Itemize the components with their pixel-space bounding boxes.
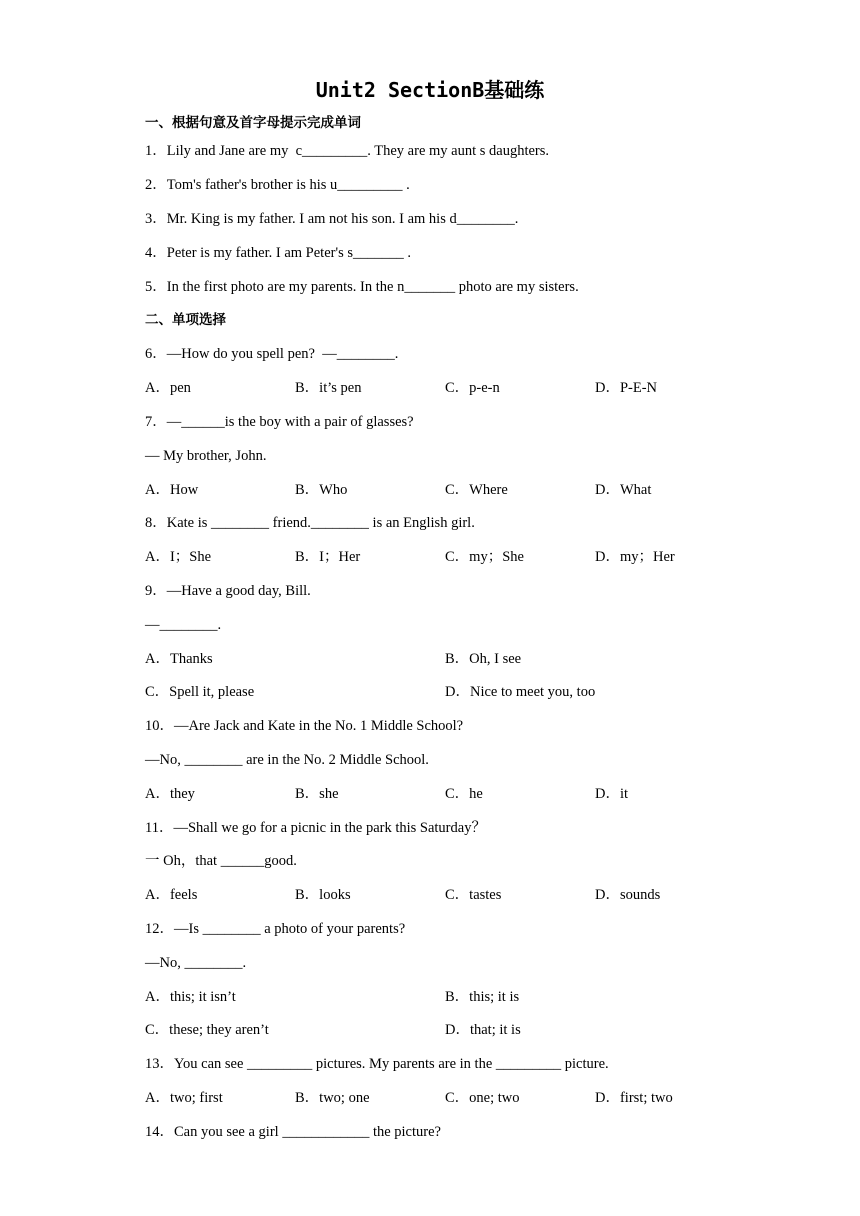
q9-option-d: D．Nice to meet you, too bbox=[445, 684, 596, 700]
q12-option-a: A．this; it isn’t bbox=[145, 989, 236, 1005]
q12-option-d: D．that; it is bbox=[445, 1022, 521, 1038]
question-7: 7．—______is the boy with a pair of glasses? bbox=[145, 414, 414, 430]
question-8: 8．Kate is ________ friend.________ is an English girl. bbox=[145, 515, 475, 531]
q7-option-b: B．Who bbox=[295, 482, 348, 498]
question-5: 5．In the first photo are my parents. In the n_______ photo are my sisters. bbox=[145, 279, 579, 295]
q7-option-c: C．Where bbox=[445, 482, 508, 498]
q13-option-a: A．two; first bbox=[145, 1090, 223, 1106]
q9-option-c: C．Spell it, please bbox=[145, 684, 255, 700]
q8-option-c: C．my；She bbox=[445, 549, 524, 565]
question-9-reply: —________. bbox=[145, 617, 222, 633]
q6-option-c: C．p-e-n bbox=[445, 380, 500, 396]
question-6: 6．—How do you spell pen? —________. bbox=[145, 346, 399, 362]
section-heading-1: 一、根据句意及首字母提示完成单词 bbox=[145, 115, 361, 131]
q8-option-a: A．I；She bbox=[145, 549, 212, 565]
q7-option-a: A．How bbox=[145, 482, 199, 498]
q10-option-a: A．they bbox=[145, 786, 195, 802]
q12-option-c: C．these; they aren’t bbox=[145, 1022, 269, 1038]
q13-option-d: D．first; two bbox=[595, 1090, 673, 1106]
q7-option-d: D．What bbox=[595, 482, 652, 498]
page-title bbox=[0, 74, 860, 103]
q11-option-d: D．sounds bbox=[595, 887, 661, 903]
question-7-reply: — My brother, John. bbox=[145, 448, 267, 464]
q10-option-b: B．she bbox=[295, 786, 339, 802]
q11-option-a: A．feels bbox=[145, 887, 198, 903]
q13-option-c: C．one; two bbox=[445, 1090, 520, 1106]
question-13: 13．You can see _________ pictures. My parents are in the _________ picture. bbox=[145, 1056, 609, 1072]
question-12: 12．—Is ________ a photo of your parents? bbox=[145, 921, 406, 937]
question-4: 4．Peter is my father. I am Peter's s_______ . bbox=[145, 245, 411, 261]
q10-option-d: D．it bbox=[595, 786, 629, 802]
q11-option-b: B．looks bbox=[295, 887, 351, 903]
question-2: 2．Tom's father's brother is his u_________ . bbox=[145, 177, 410, 193]
title-label: 基础练 bbox=[484, 78, 545, 102]
question-10-reply: —No, ________ are in the No. 2 Middle School. bbox=[145, 752, 429, 768]
q8-option-b: B．I；Her bbox=[295, 549, 361, 565]
question-14: 14．Can you see a girl ____________ the picture? bbox=[145, 1124, 441, 1140]
q6-option-b: B．it’s pen bbox=[295, 380, 362, 396]
question-12-reply: —No, ________. bbox=[145, 955, 247, 971]
question-9: 9．—Have a good day, Bill. bbox=[145, 583, 311, 599]
question-1: 1．Lily and Jane are my c_________. They are my aunt s daughters. bbox=[145, 143, 550, 159]
q11-option-c: C．tastes bbox=[445, 887, 502, 903]
q13-option-b: B．two; one bbox=[295, 1090, 370, 1106]
q9-option-a: A．Thanks bbox=[145, 651, 213, 667]
question-3: 3．Mr. King is my father. I am not his son. I am his d________. bbox=[145, 211, 519, 227]
section-heading-2: 二、单项选择 bbox=[145, 312, 226, 328]
q6-option-a: A．pen bbox=[145, 380, 191, 396]
question-11: 11．—Shall we go for a picnic in the park this Saturday？ bbox=[145, 820, 486, 836]
q8-option-d: D．my；Her bbox=[595, 549, 675, 565]
title-unit: Unit2 SectionB bbox=[315, 78, 485, 102]
q10-option-c: C．he bbox=[445, 786, 483, 802]
question-11-reply: 一 Oh，that ______good. bbox=[145, 853, 297, 869]
q12-option-b: B．this; it is bbox=[445, 989, 520, 1005]
q9-option-b: B．Oh, I see bbox=[445, 651, 522, 667]
q6-option-d: D．P-E-N bbox=[595, 380, 658, 396]
question-10: 10．—Are Jack and Kate in the No. 1 Middle School? bbox=[145, 718, 464, 734]
